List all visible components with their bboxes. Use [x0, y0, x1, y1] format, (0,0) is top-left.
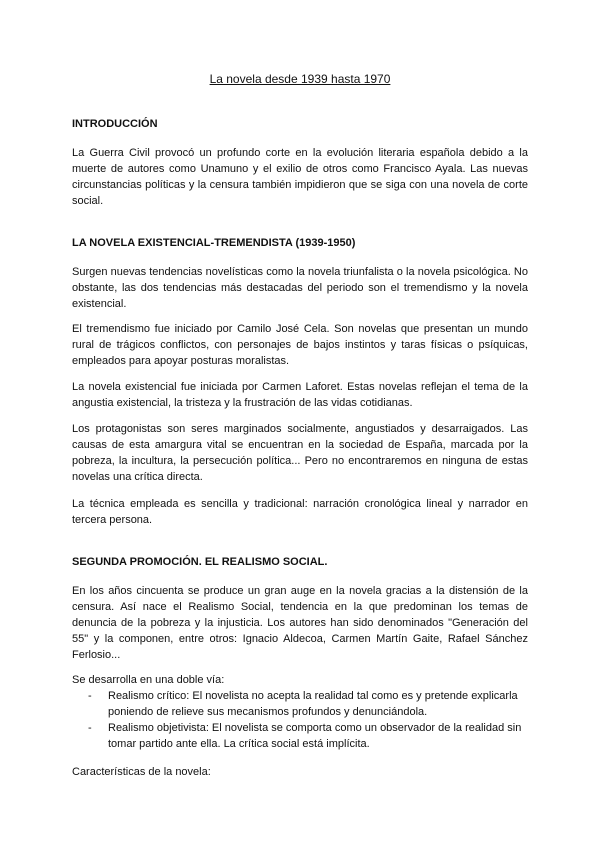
paragraph: Los protagonistas son seres marginados socialmente, angustiados y desarraigados. Las causas de esta amargura vital se encuentran en la sociedad de España, marcada por la pobreza, la incultura, la persecución política... Pero no encontraremos en ninguna de estas novelas una crítica directa.: [72, 423, 528, 483]
list-intro: Se desarrolla en una doble vía:: [72, 674, 225, 686]
closing-line: Características de la novela:: [72, 766, 211, 778]
list-item-text: Realismo objetivista: El novelista se comporta como un observador de la realidad sin tomar partido ante ella. La crítica social está implícita.: [108, 722, 522, 750]
list-item-text: Realismo crítico: El novelista no acepta la realidad tal como es y pretende explicarla poniendo de relieve sus mecanismos profundos y denunciándola.: [108, 690, 518, 718]
paragraph: La Guerra Civil provocó un profundo corte en la evolución literaria española debido a la muerte de autores como Unamuno y el exilio de otros como Francisco Ayala. Las nuevas circunstancias políticas y la censura también impidieron que se siga con una novela de corte social.: [72, 147, 528, 207]
heading-novela-existencial: LA NOVELA EXISTENCIAL-TREMENDISTA (1939-1950): [72, 237, 356, 249]
paragraph: Surgen nuevas tendencias novelísticas como la novela triunfalista o la novela psicológica. No obstante, las dos tendencias más destacadas del periodo son el tremendismo y la novela existencial.: [72, 266, 528, 310]
bullet-dash-icon: -: [88, 690, 92, 702]
paragraph: El tremendismo fue iniciado por Camilo José Cela. Son novelas que presentan un mundo rural de trágicos conflictos, con personajes de bajos instintos y taras físicas o psíquicas, empleados para apoyar posturas moralistas.: [72, 323, 528, 367]
paragraph: La técnica empleada es sencilla y tradicional: narración cronológica lineal y narrador en tercera persona.: [72, 498, 528, 526]
heading-introduccion: INTRODUCCIÓN: [72, 118, 158, 130]
paragraph: En los años cincuenta se produce un gran auge en la novela gracias a la distensión de la censura. Así nace el Realismo Social, tendencia en la que predominan los temas de denuncia de la pobreza y la injusticia. Los autores han sido denominados "Generación del 55" y la componen, entre otros: Ignacio Aldecoa, Carmen Martín Gaite, Rafael Sánchez Ferlosio...: [72, 585, 528, 661]
paragraph: La novela existencial fue iniciada por Carmen Laforet. Estas novelas reflejan el tema de la angustia existencial, la tristeza y la frustración de las vidas cotidianas.: [72, 381, 528, 409]
bullet-dash-icon: -: [88, 722, 92, 734]
document-title: La novela desde 1939 hasta 1970: [209, 72, 391, 86]
list-item: [88, 688, 528, 720]
list-item: [88, 720, 528, 752]
heading-realismo-social: SEGUNDA PROMOCIÓN. EL REALISMO SOCIAL.: [72, 556, 328, 568]
